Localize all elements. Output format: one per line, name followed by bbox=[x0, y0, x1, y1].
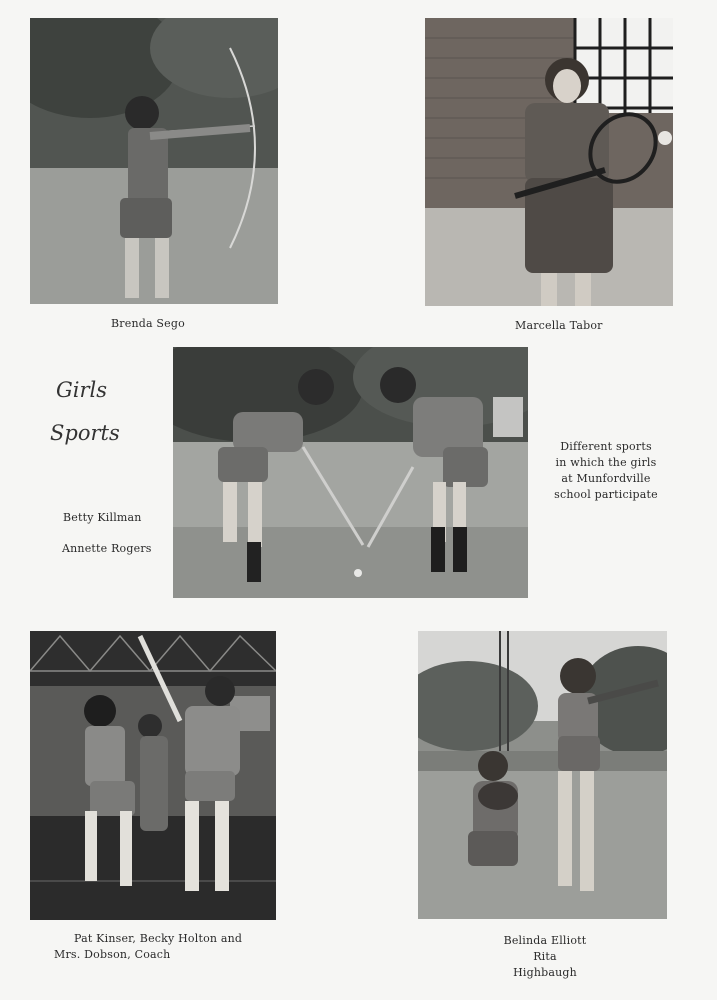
archery-caption: Brenda Sego bbox=[111, 317, 185, 330]
description-text bbox=[553, 439, 659, 503]
basketball-caption-line-2: Mrs. Dobson, Coach bbox=[54, 948, 171, 961]
description-line-2: in which the girls bbox=[555, 456, 657, 469]
page-title-line1: Girls bbox=[56, 378, 108, 402]
hockey-caption-2: Annette Rogers bbox=[62, 542, 152, 555]
basketball-caption bbox=[54, 931, 242, 963]
archery-photo bbox=[30, 18, 278, 304]
softball-caption-line-2: Rita Highbaugh bbox=[513, 950, 577, 979]
description-line-3: at Munfordville bbox=[561, 472, 651, 485]
description-line-1: Different sports bbox=[560, 440, 652, 453]
basketball-caption-line-1: Pat Kinser, Becky Holton and bbox=[74, 932, 243, 945]
tennis-photo bbox=[425, 18, 673, 306]
page-title-line2: Sports bbox=[50, 421, 120, 445]
tennis-caption: Marcella Tabor bbox=[515, 319, 603, 332]
description-line-4: school participate bbox=[554, 488, 658, 501]
basketball-photo bbox=[30, 631, 276, 920]
softball-caption-line-1: Belinda Elliott bbox=[503, 934, 587, 947]
softball-photo bbox=[418, 631, 667, 919]
hockey-caption-1: Betty Killman bbox=[63, 511, 142, 524]
softball-caption bbox=[500, 933, 590, 981]
field-hockey-photo bbox=[173, 347, 528, 598]
